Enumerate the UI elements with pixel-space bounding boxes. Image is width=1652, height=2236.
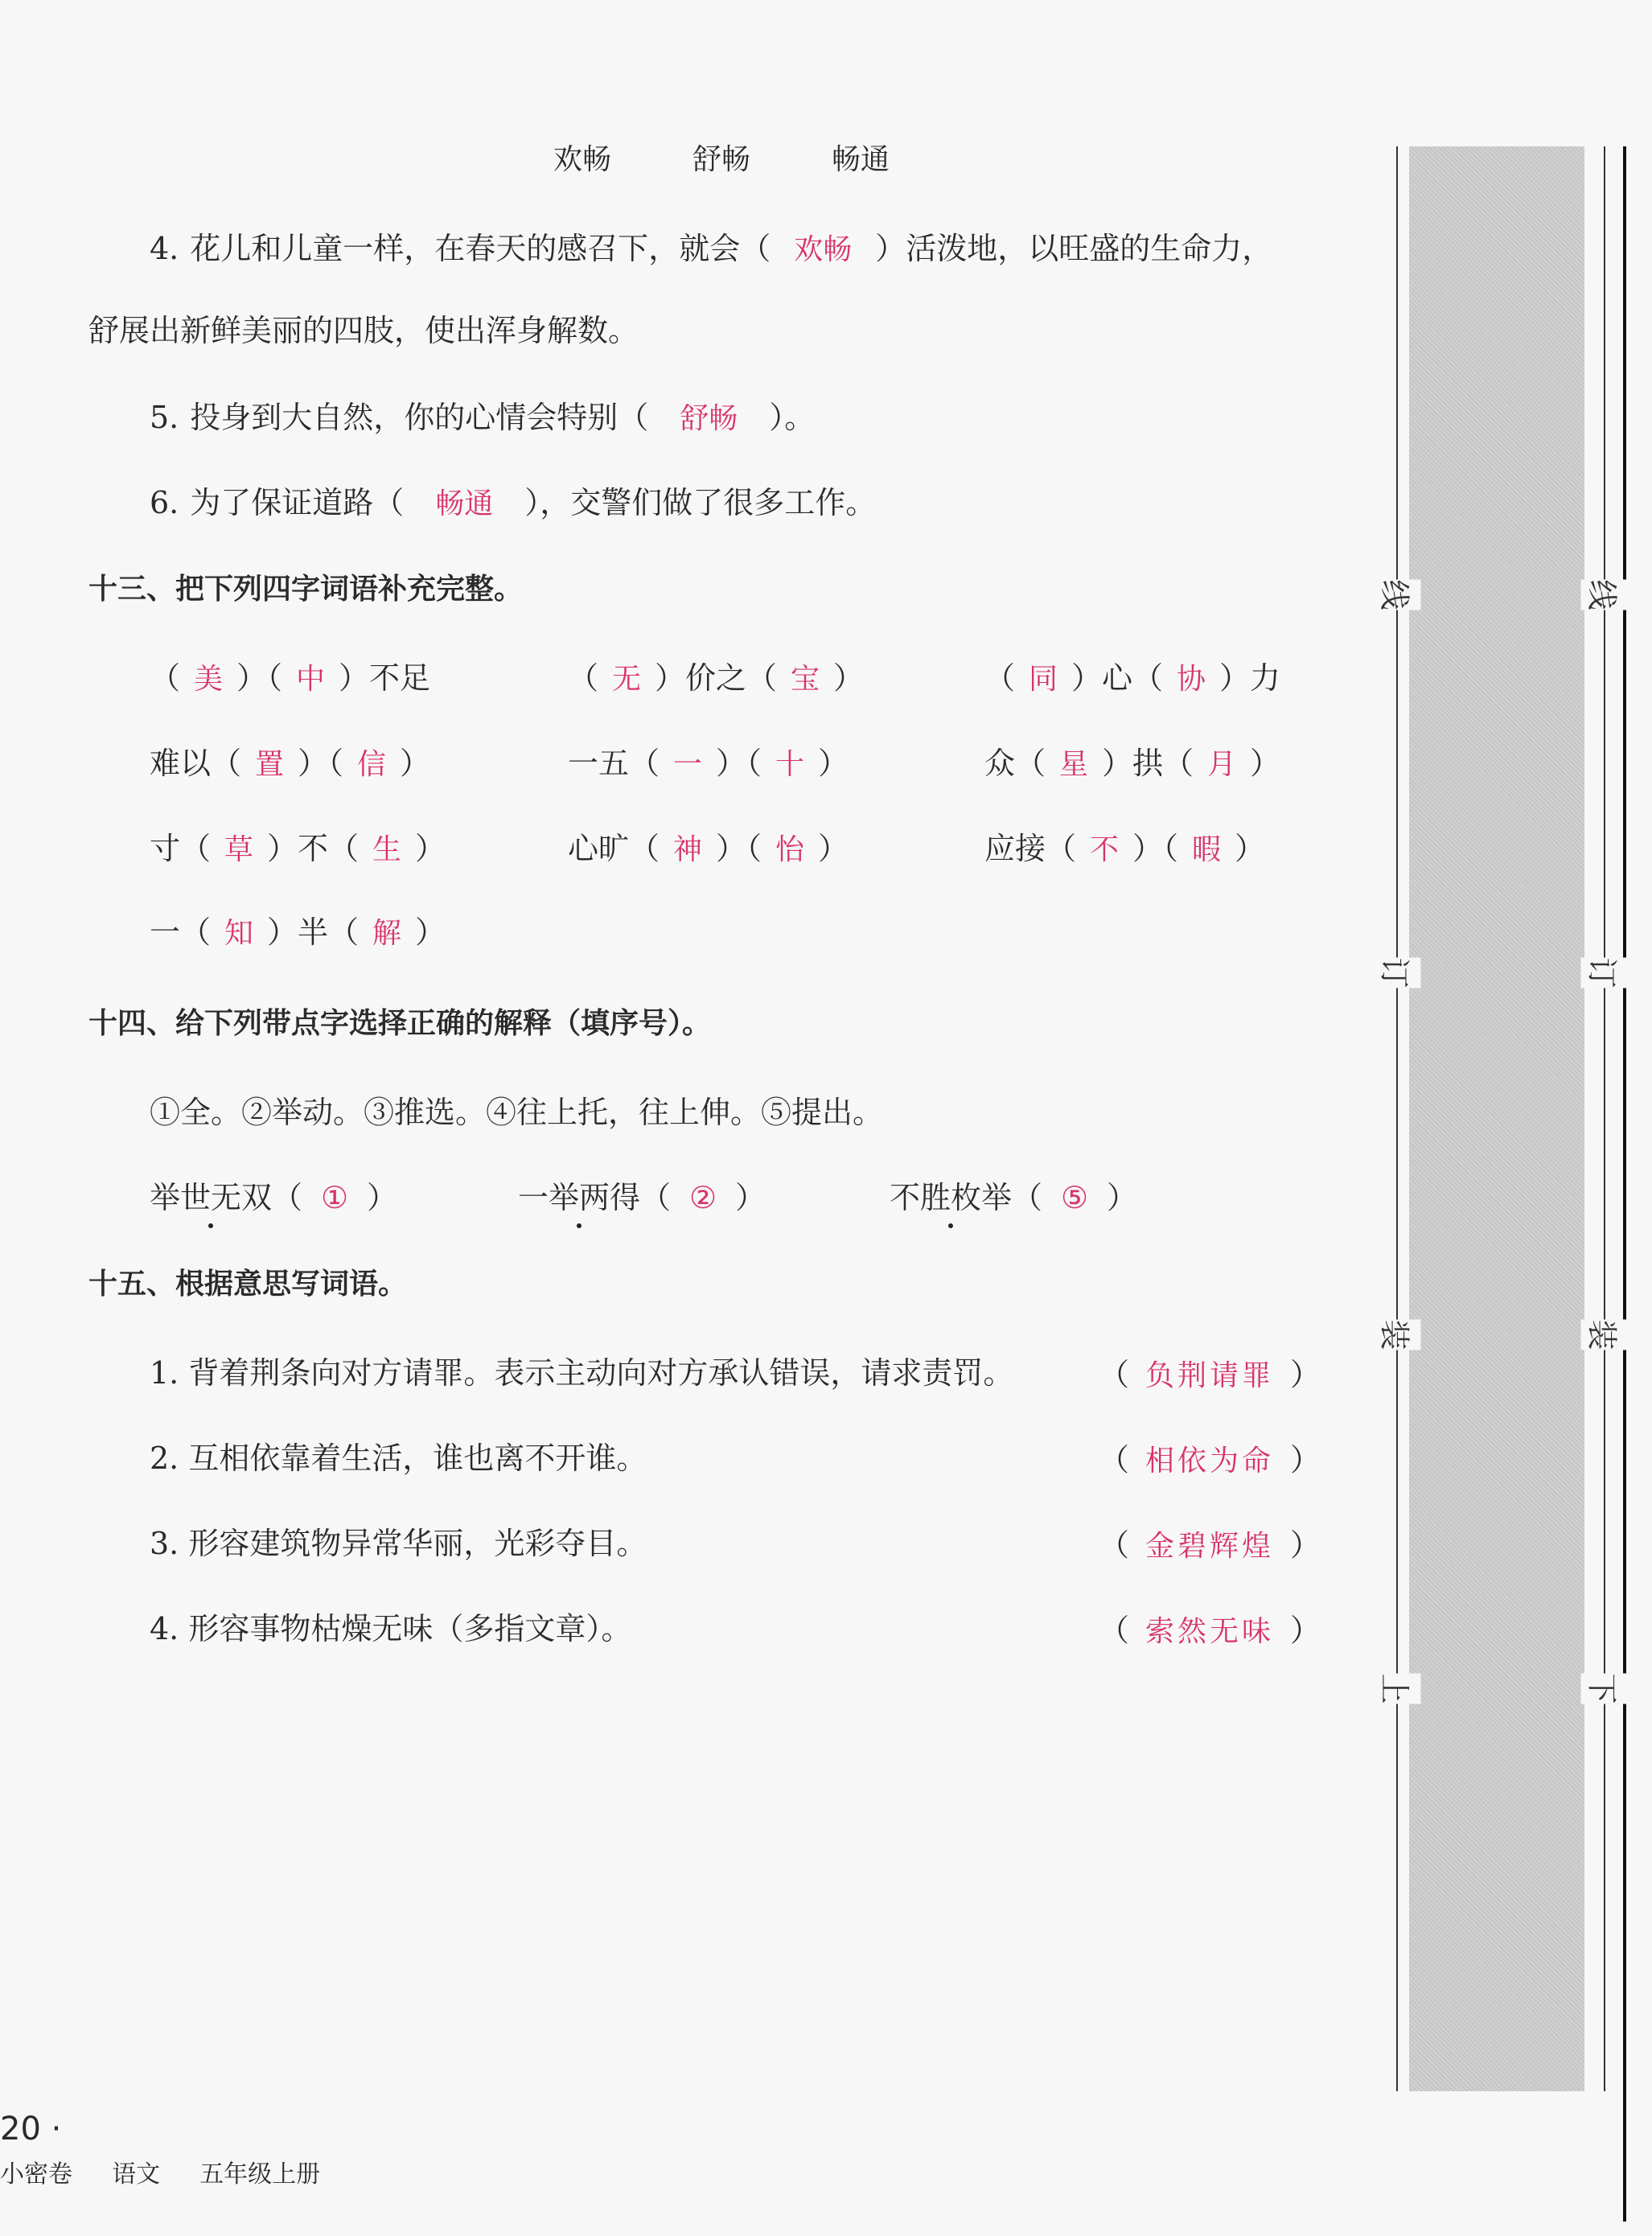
answer-text: ② [688, 1180, 717, 1215]
section-title: 十三、把下列四字词语补充完整。 [88, 573, 524, 606]
answer-char: 一 [673, 748, 703, 781]
question-text: 为了保证道路（ [190, 485, 405, 520]
dotted-word: 不胜枚举 [890, 1180, 1013, 1215]
answer-char: 信 [357, 748, 387, 781]
answer-char: 置 [255, 748, 285, 781]
idiom-item [568, 653, 864, 697]
question-number: 4. [150, 231, 179, 266]
idiom-text: ）半（ [267, 915, 360, 950]
answer-char: 宝 [791, 663, 820, 696]
answer-text: 舒畅 [680, 402, 738, 435]
idiom-text: （ [568, 660, 599, 696]
bracket-close: ） [1290, 1442, 1321, 1478]
idiom-text: ）（ [236, 660, 283, 696]
answer-char: 中 [296, 663, 326, 696]
idiom-text: 一（ [150, 915, 212, 950]
idiom-text: 难以（ [150, 746, 242, 781]
bracket-open: （ [1099, 1527, 1130, 1563]
dotted-word-item: 不胜枚举 （ ⑤ ） [890, 1173, 1137, 1217]
question-item [150, 224, 1272, 268]
page-edge-line [1623, 146, 1626, 2222]
idiom-text: 寸（ [150, 831, 212, 866]
answer-char: 草 [224, 833, 254, 866]
answer-char: 知 [224, 917, 254, 950]
bracket-open: （ [1099, 1442, 1130, 1478]
answer-text: 负荆请罪 [1145, 1359, 1275, 1392]
idiom-text: ）心（ [1071, 660, 1164, 696]
idiom-item [984, 738, 1280, 783]
answer-text: 欢畅 [794, 233, 853, 266]
answer-box [1099, 1435, 1321, 1479]
cut-line-left [1396, 146, 1398, 2091]
idiom-item [150, 738, 430, 783]
answer-text: ① [320, 1180, 349, 1215]
answer-box [1099, 1350, 1321, 1394]
question-number: 5. [150, 400, 179, 435]
idiom-text: 一五（ [568, 746, 660, 781]
word-bank-item: 舒畅 [692, 143, 750, 176]
dotted-word-item: 一举两得 （ ② ） [518, 1173, 766, 1217]
section-title: 十五、根据意思写词语。 [88, 1268, 408, 1301]
idiom-item [568, 824, 849, 868]
idiom-text: （ [150, 660, 181, 696]
section-title: 十四、给下列带点字选择正确的解释（填序号）。 [88, 1007, 712, 1040]
binding-label: 下 [1581, 1673, 1629, 1704]
idiom-text: ）力 [1219, 660, 1281, 696]
answer-char: 不 [1090, 833, 1120, 866]
grade-name: 五年级上册 [199, 2160, 321, 2189]
question-item [150, 478, 876, 522]
bracket-close: ） [1290, 1357, 1321, 1392]
cut-line-right [1604, 146, 1605, 2091]
definition-text: 4. 形容事物枯燥无味（多指文章）。 [150, 1611, 632, 1646]
idiom-text: ）不足 [339, 660, 431, 696]
answer-char: 暇 [1192, 833, 1222, 866]
definition-text: 3. 形容建筑物异常华丽，光彩夺目。 [150, 1526, 647, 1561]
bracket-open: （ [1099, 1357, 1130, 1392]
word-bank [553, 137, 890, 178]
dotted-word: 一举两得 [518, 1180, 641, 1215]
options-text: ①全。②举动。③推选。④往上托，往上伸。⑤提出。 [150, 1095, 884, 1130]
idiom-text: ） [400, 746, 431, 781]
bracket-open: （ [1099, 1613, 1130, 1648]
idiom-item [150, 907, 446, 952]
dotted-word: 举世无双 [150, 1180, 273, 1215]
answer-char: 无 [612, 663, 642, 696]
answer-text: 畅通 [435, 487, 494, 520]
idiom-text: ）价之（ [655, 660, 778, 696]
binding-label: 装 [1374, 1319, 1421, 1350]
question-text: 花儿和儿童一样，在春天的感召下，就会（ [190, 231, 771, 266]
binding-label: 线 [1581, 579, 1629, 610]
idiom-text: ）（ [1132, 831, 1179, 866]
binding-label: 线 [1374, 579, 1421, 610]
answer-text: ⑤ [1060, 1180, 1089, 1215]
question-text: ），交警们做了很多工作。 [524, 485, 877, 520]
dotted-word-item: 举世无双 （ ① ） [150, 1173, 397, 1217]
series-name: 小密卷 [0, 2160, 72, 2189]
answer-char: 生 [372, 833, 402, 866]
answer-char: 十 [775, 748, 805, 781]
idiom-text: ）不（ [267, 831, 360, 866]
binding-label: 上 [1374, 1673, 1421, 1704]
binding-strip [1409, 146, 1584, 2091]
idiom-text: （ [984, 660, 1016, 696]
answer-char: 神 [673, 833, 703, 866]
idiom-item [984, 824, 1265, 868]
idiom-text: ）（ [716, 746, 762, 781]
question-text: 投身到大自然，你的心情会特别（ [190, 400, 649, 435]
question-text: 舒展出新鲜美丽的四肢，使出浑身解数。 [88, 313, 639, 348]
idiom-text: ） [1235, 831, 1266, 866]
answer-box [1099, 1520, 1321, 1564]
answer-char: 月 [1207, 748, 1237, 781]
idiom-text: ）（ [298, 746, 344, 781]
idiom-text: ） [818, 831, 849, 866]
word-bank-item: 畅通 [831, 143, 890, 176]
question-text: ）。 [769, 400, 816, 435]
binding-label: 订 [1374, 957, 1421, 988]
idiom-text: ）拱（ [1102, 746, 1194, 781]
definition-text: 2. 互相依靠着生活，谁也离不开谁。 [150, 1441, 647, 1476]
answer-text: 金碧辉煌 [1145, 1530, 1275, 1563]
idiom-text: ） [415, 831, 446, 866]
binding-label: 装 [1581, 1319, 1629, 1350]
answer-char: 怡 [775, 833, 805, 866]
word-bank-item: 欢畅 [553, 143, 612, 176]
question-number: 6. [150, 485, 179, 520]
answer-char: 协 [1177, 663, 1206, 696]
answer-char: 美 [194, 663, 224, 696]
idiom-item [984, 653, 1280, 697]
page-number: 20 · [0, 2111, 62, 2148]
bracket-close: ） [1290, 1613, 1321, 1648]
idiom-text: ） [1250, 746, 1281, 781]
idiom-item [150, 824, 446, 868]
idiom-text: 应接（ [984, 831, 1077, 866]
idiom-text: ）（ [716, 831, 762, 866]
idiom-text: ） [818, 746, 849, 781]
idiom-text: 心旷（ [568, 831, 660, 866]
idiom-text: 众（ [984, 746, 1046, 781]
idiom-item [150, 653, 430, 697]
question-item [150, 393, 815, 437]
answer-char: 同 [1029, 663, 1058, 696]
answer-char: 解 [372, 917, 402, 950]
idiom-text: ） [415, 915, 446, 950]
idiom-item [568, 738, 849, 783]
answer-char: 星 [1059, 748, 1089, 781]
question-text: ）活泼地，以旺盛的生命力， [875, 231, 1273, 266]
answer-box [1099, 1605, 1321, 1650]
subject-name: 语文 [112, 2160, 161, 2189]
binding-label: 订 [1581, 957, 1629, 988]
bracket-close: ） [1290, 1527, 1321, 1563]
answer-text: 索然无味 [1145, 1615, 1275, 1648]
footer-text [0, 2154, 320, 2189]
definition-text: 1. 背着荆条向对方请罪。表示主动向对方承认错误，请求责罚。 [150, 1355, 1014, 1391]
answer-text: 相依为命 [1145, 1445, 1275, 1478]
idiom-text: ） [833, 660, 865, 696]
